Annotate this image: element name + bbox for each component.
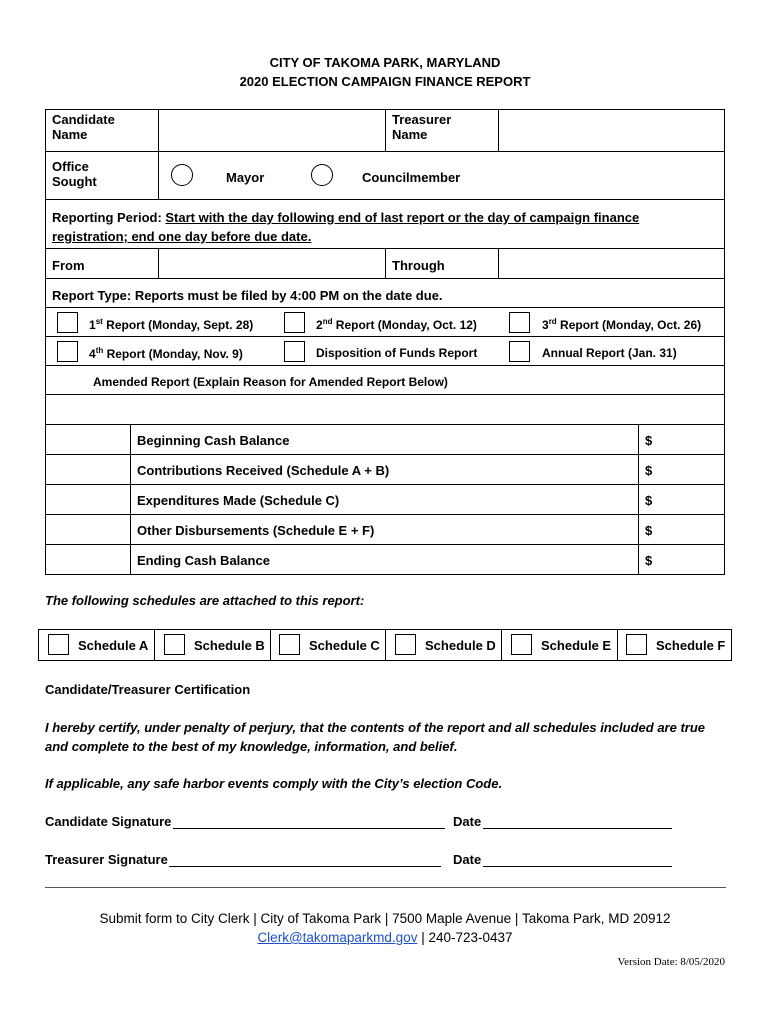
safe-harbor-statement: If applicable, any safe harbor events comply with the City’s election Code.: [45, 776, 503, 791]
treasurer-signature-line[interactable]: [169, 866, 441, 867]
reporting-period: Reporting Period: Start with the day following end of last report or the day of campaign finance registration; end one day before due date.: [45, 199, 725, 249]
report-1-label: 1st Report (Monday, Sept. 28): [89, 317, 254, 332]
schedule-option: [155, 630, 271, 660]
balance-blank-cell: [45, 484, 131, 515]
schedule-checkbox[interactable]: [164, 634, 185, 655]
schedule-checkbox[interactable]: [279, 634, 300, 655]
balance-label: Beginning Cash Balance: [130, 424, 639, 455]
certification-statement-2: and complete to the best of my knowledge, information, and belief.: [45, 739, 458, 754]
candidate-name-label: Candidate Name: [45, 109, 159, 152]
report-4-checkbox[interactable]: [57, 341, 78, 362]
treasurer-name-label: Treasurer Name: [385, 109, 499, 152]
report-row-2: [45, 336, 725, 366]
disposition-label: Disposition of Funds Report: [316, 346, 478, 360]
contact-line: [0, 930, 770, 945]
report-row-1: [45, 307, 725, 337]
annual-checkbox[interactable]: [509, 341, 530, 362]
report-1-checkbox[interactable]: [57, 312, 78, 333]
office-options: [158, 151, 725, 200]
through-date-field[interactable]: [498, 248, 725, 279]
treasurer-date-label: Date: [453, 852, 482, 867]
candidate-name-field[interactable]: [158, 109, 386, 152]
report-3-checkbox[interactable]: [509, 312, 530, 333]
treasurer-name-field[interactable]: [498, 109, 725, 152]
footer-divider: [45, 887, 726, 888]
balance-label: Other Disbursements (Schedule E + F): [130, 514, 639, 545]
candidate-date-line[interactable]: [483, 828, 672, 829]
candidate-signature-line[interactable]: [173, 828, 445, 829]
treasurer-date-line[interactable]: [483, 866, 672, 867]
balance-label: Contributions Received (Schedule A + B): [130, 454, 639, 485]
balance-blank-cell: [45, 544, 131, 575]
through-label: Through: [385, 248, 499, 279]
schedule-label: Schedule D: [425, 638, 496, 653]
clerk-email-link[interactable]: Clerk@takomaparkmd.gov: [257, 930, 418, 945]
report-2-label: 2nd Report (Monday, Oct. 12): [316, 317, 477, 332]
balance-amount-field[interactable]: $: [638, 424, 725, 455]
schedule-checkbox[interactable]: [48, 634, 69, 655]
report-2-checkbox[interactable]: [284, 312, 305, 333]
report-type-label: Report Type: Reports must be filed by 4:00 PM on the date due.: [45, 278, 725, 308]
treasurer-signature-label: Treasurer Signature: [45, 852, 168, 867]
balance-amount-field[interactable]: $: [638, 514, 725, 545]
disposition-checkbox[interactable]: [284, 341, 305, 362]
councilmember-radio[interactable]: [311, 164, 333, 186]
form-title-line2: 2020 ELECTION CAMPAIGN FINANCE REPORT: [239, 74, 531, 89]
balance-amount-field[interactable]: $: [638, 544, 725, 575]
amended-reason-field[interactable]: [45, 394, 725, 425]
schedule-option: [617, 630, 733, 660]
balance-blank-cell: [45, 514, 131, 545]
version-date: Version Date: 8/05/2020: [617, 956, 725, 968]
report-3-label: 3rd Report (Monday, Oct. 26): [542, 317, 702, 332]
from-label: From: [45, 248, 159, 279]
schedule-option: [270, 630, 386, 660]
schedule-option: [39, 630, 155, 660]
from-date-field[interactable]: [158, 248, 386, 279]
balance-label: Ending Cash Balance: [130, 544, 639, 575]
annual-label: Annual Report (Jan. 31): [542, 346, 677, 360]
form-title-line1: CITY OF TAKOMA PARK, MARYLAND: [269, 55, 501, 70]
balance-label: Expenditures Made (Schedule C): [130, 484, 639, 515]
candidate-signature-label: Candidate Signature: [45, 814, 172, 829]
councilmember-label: Councilmember: [362, 170, 461, 185]
schedule-label: Schedule A: [78, 638, 149, 653]
certification-heading: Candidate/Treasurer Certification: [45, 682, 251, 697]
balance-blank-cell: [45, 424, 131, 455]
schedule-checkbox[interactable]: [511, 634, 532, 655]
schedule-label: Schedule C: [309, 638, 380, 653]
balance-amount-field[interactable]: $: [638, 484, 725, 515]
schedule-label: Schedule F: [656, 638, 726, 653]
office-sought-label: Office Sought: [45, 151, 159, 200]
schedule-label: Schedule E: [541, 638, 612, 653]
balance-blank-cell: [45, 454, 131, 485]
schedules-row: [38, 629, 732, 661]
schedule-checkbox[interactable]: [626, 634, 647, 655]
schedule-option: [502, 630, 618, 660]
mayor-label: Mayor: [226, 170, 265, 185]
candidate-date-label: Date: [453, 814, 482, 829]
mayor-radio[interactable]: [171, 164, 193, 186]
report-4-label: 4th Report (Monday, Nov. 9): [89, 346, 243, 361]
amended-report-label: Amended Report (Explain Reason for Amended Report Below): [45, 365, 725, 395]
schedule-checkbox[interactable]: [395, 634, 416, 655]
submit-instructions: Submit form to City Clerk | City of Takoma Park | 7500 Maple Avenue | Takoma Park, MD 20912: [99, 911, 671, 926]
certification-statement-1: I hereby certify, under penalty of perjury, that the contents of the report and all schedules included are true: [45, 720, 706, 735]
clerk-phone: | 240-723-0437: [417, 930, 513, 945]
schedule-label: Schedule B: [194, 638, 265, 653]
balance-amount-field[interactable]: $: [638, 454, 725, 485]
schedule-option: [386, 630, 502, 660]
schedules-intro: The following schedules are attached to this report:: [45, 593, 365, 608]
